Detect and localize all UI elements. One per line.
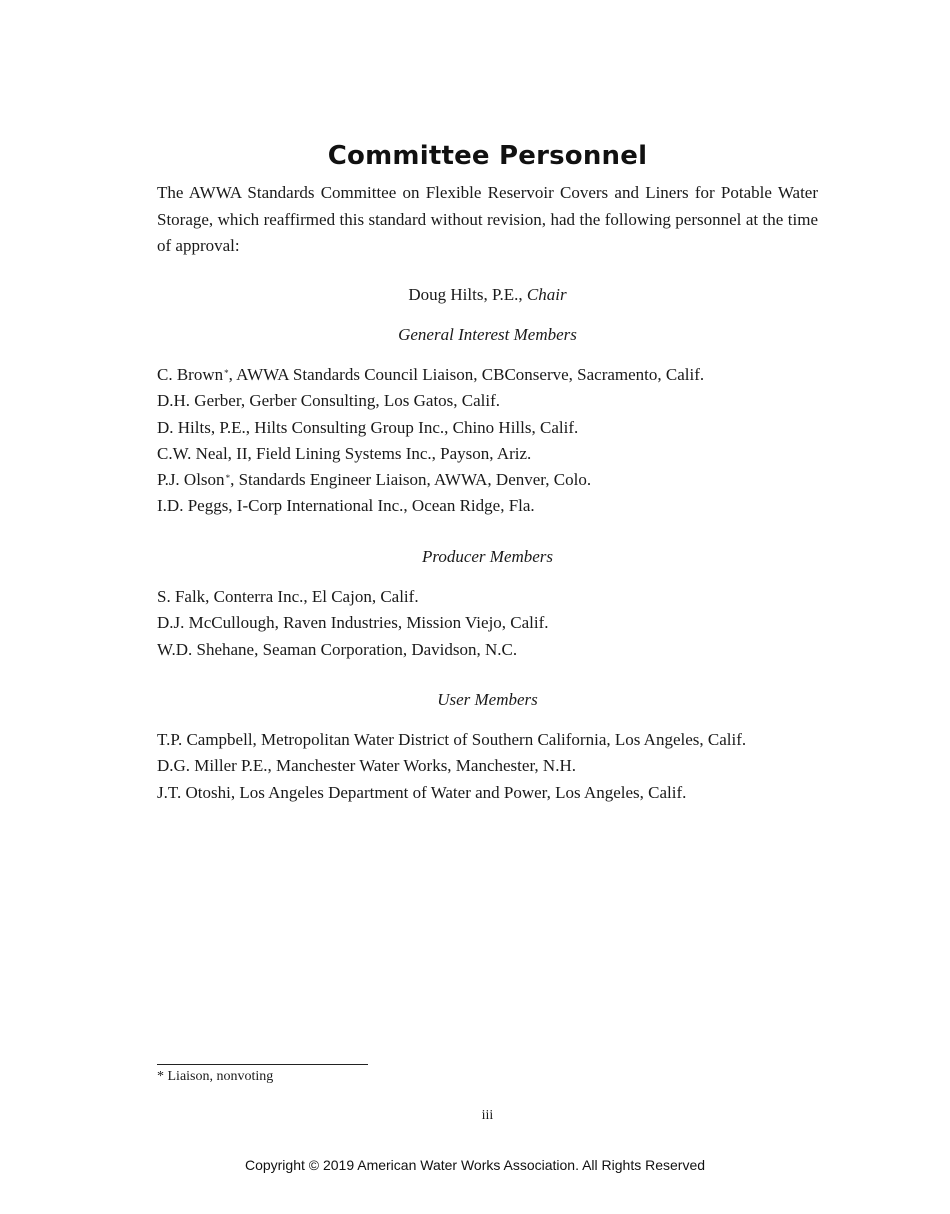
chair-name: Doug Hilts, P.E.,	[408, 285, 527, 304]
list-item: J.T. Otoshi, Los Angeles Department of Water and Power, Los Angeles, Calif.	[157, 782, 687, 802]
section-heading-general-interest: General Interest Members	[398, 325, 577, 344]
chair-role: Chair	[526, 285, 567, 304]
list-item: S. Falk, Conterra Inc., El Cajon, Calif.	[157, 587, 419, 606]
liaison-asterisk: *	[224, 368, 229, 378]
page-number: iii	[481, 1108, 494, 1123]
liaison-asterisk: *	[225, 473, 231, 484]
producer-member-list	[157, 584, 837, 663]
footnote-divider	[157, 1064, 368, 1065]
list-item: D. Hilts, P.E., Hilts Consulting Group Inc., Chino Hills, Calif.	[157, 417, 579, 437]
member-name: C. Brown	[157, 365, 224, 384]
copyright-notice: Copyright © 2019 American Water Works Association. All Rights Reserved	[244, 1157, 706, 1173]
list-item: T.P. Campbell, Metropolitan Water District of Southern California, Los Angeles, Calif.	[157, 730, 747, 749]
list-item	[157, 362, 837, 388]
user-member-list	[157, 727, 837, 806]
footnote: * Liaison, nonvoting	[157, 1069, 274, 1084]
intro-paragraph: The AWWA Standards Committee on Flexible Reservoir Covers and Liners for Potable Water Storage, which reaffirmed this standard without revision, had the following personnel at the time of approval:	[157, 183, 818, 255]
list-item: D.J. McCullough, Raven Industries, Mission Viejo, Calif.	[157, 613, 549, 633]
committee-chair	[0, 285, 950, 305]
list-item: C.W. Neal, II, Field Lining Systems Inc., Payson, Ariz.	[157, 443, 532, 463]
list-item: D.G. Miller P.E., Manchester Water Works, Manchester, N.H.	[157, 756, 576, 776]
section-heading-user: User Members	[437, 690, 538, 709]
list-item: W.D. Shehane, Seaman Corporation, Davidson, N.C.	[157, 639, 518, 659]
list-item: D.H. Gerber, Gerber Consulting, Los Gatos, Calif.	[157, 391, 501, 411]
section-heading-producer: Producer Members	[421, 547, 554, 566]
general-interest-member-list	[157, 362, 837, 520]
page-title: Committee Personnel	[327, 141, 648, 172]
member-detail: , Standards Engineer Liaison, AWWA, Denver, Colo.	[230, 470, 592, 490]
member-detail: , AWWA Standards Council Liaison, CBConserve, Sacramento, Calif.	[228, 365, 705, 384]
list-item	[157, 467, 837, 493]
member-name: P.J. Olson	[157, 470, 225, 490]
list-item: I.D. Peggs, I-Corp International Inc., Ocean Ridge, Fla.	[157, 496, 535, 516]
